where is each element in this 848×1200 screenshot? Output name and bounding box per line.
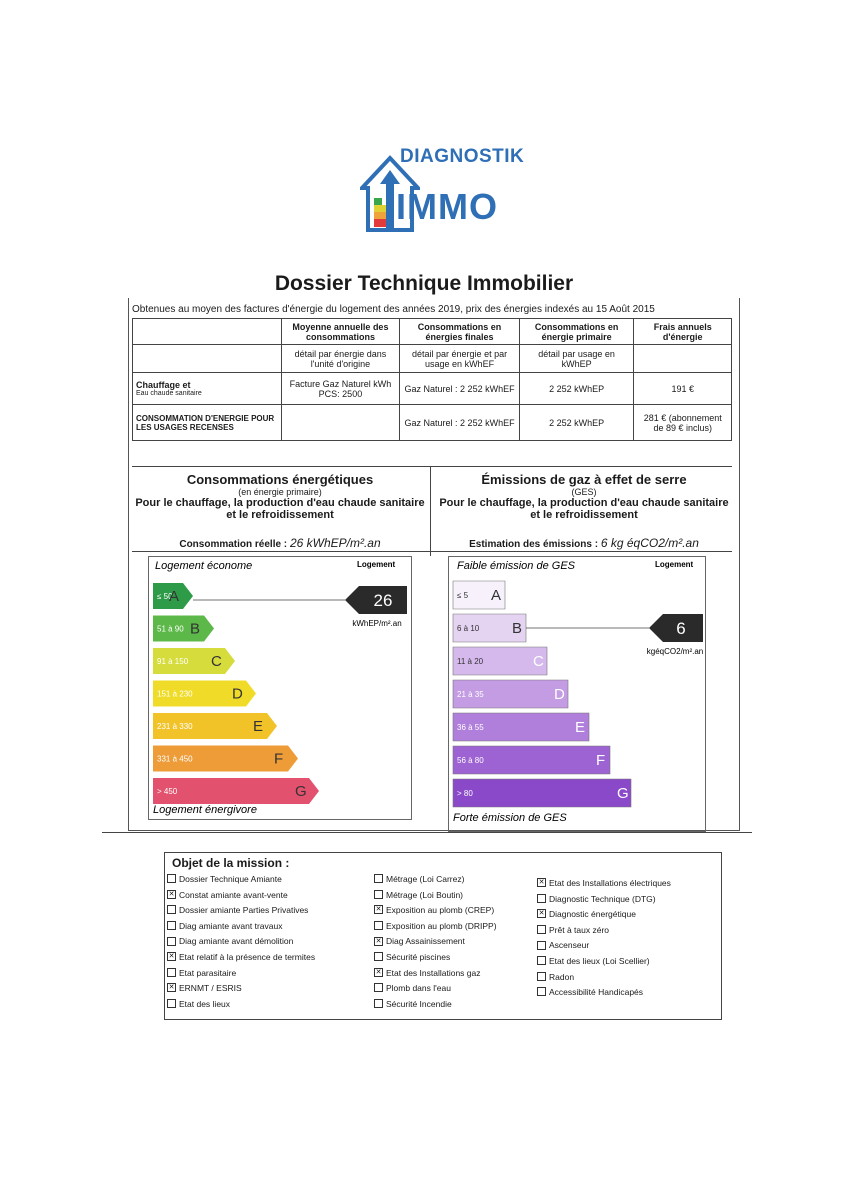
mission-checkbox[interactable] xyxy=(167,968,176,977)
mission-item xyxy=(374,872,497,888)
energy-measure-value: 26 kWhEP/m².an xyxy=(289,536,381,550)
band-range-label: 231 à 330 xyxy=(157,722,193,731)
mission-checkbox[interactable] xyxy=(167,999,176,1008)
band-letter: F xyxy=(274,750,284,768)
mission-item xyxy=(167,919,315,935)
ges-measure-label: Estimation des émissions : xyxy=(469,539,599,550)
ges-logement-label: Logement xyxy=(655,560,694,569)
mission-item xyxy=(167,888,315,904)
mission-checkbox[interactable] xyxy=(537,956,546,965)
mission-item-label: Dossier amiante Parties Privatives xyxy=(179,905,309,916)
row-label-sub: Eau chaude sanitaire xyxy=(136,390,202,397)
mission-checkbox[interactable] xyxy=(374,999,383,1008)
table-corner xyxy=(133,345,282,373)
energy-section-header xyxy=(134,472,426,521)
mission-item xyxy=(167,981,315,997)
mission-checkbox[interactable] xyxy=(537,972,546,981)
mission-item xyxy=(537,970,671,986)
mission-checkbox[interactable] xyxy=(537,909,546,918)
logo-text-bottom: IMMO xyxy=(396,186,498,227)
document-title: Dossier Technique Immobilier xyxy=(274,272,574,295)
band-range-label: 151 à 230 xyxy=(157,689,193,699)
mission-item xyxy=(374,903,497,919)
band-g xyxy=(453,779,631,807)
logo-text-top: DIAGNOSTIK xyxy=(400,146,525,167)
mission-item-label: Prêt à taux zéro xyxy=(549,924,610,935)
mission-item-label: Ascenseur xyxy=(549,940,590,951)
mission-item-label: Dossier Technique Amiante xyxy=(179,874,282,884)
band-letter: E xyxy=(575,719,586,736)
mission-checkbox[interactable] xyxy=(537,894,546,903)
energy-value: 26 xyxy=(373,591,393,610)
mission-item xyxy=(374,981,497,997)
energy-label-scale xyxy=(149,557,411,819)
mission-checkbox[interactable] xyxy=(374,905,383,914)
band-letter: G xyxy=(617,785,629,802)
mission-item xyxy=(374,888,497,904)
mission-item-label: Diag amiante avant démolition xyxy=(179,936,294,947)
mission-checkbox[interactable] xyxy=(167,890,176,899)
mission-checkbox[interactable] xyxy=(374,937,383,946)
mission-checkbox[interactable] xyxy=(374,874,383,883)
ges-value: 6 xyxy=(676,619,686,638)
mission-checkbox[interactable] xyxy=(167,874,176,883)
mission-item-label: Exposition au plomb (CREP) xyxy=(386,905,495,916)
mission-item-label: Diagnostic énergétique xyxy=(549,909,636,920)
mission-checkbox[interactable] xyxy=(167,937,176,946)
table-header: Frais annuels d'énergie xyxy=(634,319,732,345)
divider xyxy=(132,466,732,467)
mission-item xyxy=(374,997,497,1013)
mission-item xyxy=(374,934,497,950)
ges-section-header xyxy=(436,472,732,521)
band-range-label: 36 à 55 xyxy=(457,723,484,732)
divider xyxy=(430,466,431,556)
mission-item-label: Métrage (Loi Boutin) xyxy=(386,889,464,900)
ges-bottom-label: Forte émission de GES xyxy=(453,812,567,824)
mission-item-label: Etat des lieux (Loi Scellier) xyxy=(549,955,650,966)
mission-item xyxy=(537,876,671,892)
band-letter: C xyxy=(533,653,544,670)
mission-checkbox[interactable] xyxy=(374,952,383,961)
table-cell: Facture Gaz Naturel kWh PCS: 2500 xyxy=(281,373,400,405)
ges-description: Pour le chauffage, la production d'eau chaude sanitaire et le refroidissement xyxy=(439,497,729,521)
ges-label-scale xyxy=(449,557,705,831)
mission-checkbox[interactable] xyxy=(167,983,176,992)
mission-checkbox[interactable] xyxy=(374,968,383,977)
mission-item-label: Diagnostic Technique (DTG) xyxy=(549,893,656,904)
band-letter: D xyxy=(232,685,243,703)
mission-item-label: Accessibilité Handicapés xyxy=(549,987,644,998)
table-corner xyxy=(133,319,282,345)
table-subheader: détail par usage en kWhEP xyxy=(519,345,634,373)
band-range-label: 6 à 10 xyxy=(457,624,480,633)
band-letter: E xyxy=(253,718,264,735)
band-letter: A xyxy=(169,588,180,605)
table-cell xyxy=(281,405,400,441)
ges-title: Émissions de gaz à effet de serre xyxy=(481,472,687,487)
mission-column-3 xyxy=(537,876,671,1001)
mission-item xyxy=(537,985,671,1001)
ges-measure-value: 6 kg éqCO2/m².an xyxy=(600,536,699,550)
source-note: Obtenues au moyen des factures d'énergie du logement des années 2019, prix des énergies indexés au 15 Août 2015 xyxy=(132,304,655,315)
table-cell: Gaz Naturel : 2 252 kWhEF xyxy=(400,405,519,441)
table-header: Consommations en énergie primaire xyxy=(519,319,634,345)
table-cell: 191 € xyxy=(634,373,732,405)
mission-item xyxy=(167,950,315,966)
band-letter: F xyxy=(596,752,606,769)
mission-item xyxy=(167,903,315,919)
table-header: Consommations en énergies finales xyxy=(400,319,519,345)
energy-measure-label: Consommation réelle : xyxy=(179,539,288,550)
mission-item-label: Plomb dans l'eau xyxy=(386,983,451,994)
band-range-label: 21 à 35 xyxy=(457,690,484,699)
row-label xyxy=(133,373,282,405)
mission-checkbox[interactable] xyxy=(167,905,176,914)
row-label-text: Chauffage et xyxy=(136,380,191,390)
energy-bands xyxy=(153,583,319,804)
energy-value-arrow xyxy=(193,586,407,628)
energy-unit: kWhEP/m².an xyxy=(352,619,402,628)
table-row xyxy=(133,405,732,441)
mission-item-label: Etat des lieux xyxy=(179,998,231,1009)
mission-item-label: Radon xyxy=(549,971,575,982)
table-subheader: détail par énergie dans l'unité d'origine xyxy=(281,345,400,373)
mission-checkbox[interactable] xyxy=(537,925,546,934)
mission-column-2 xyxy=(374,872,497,1012)
mission-item-label: ERNMT / ESRIS xyxy=(179,983,242,994)
mission-item-label: Sécurité Incendie xyxy=(386,998,452,1009)
band-range-label: > 80 xyxy=(457,789,473,798)
mission-item xyxy=(167,966,315,982)
mission-title: Objet de la mission : xyxy=(172,856,290,870)
energy-label-frame xyxy=(148,556,412,820)
energy-subtitle: (en énergie primaire) xyxy=(238,487,322,497)
mission-checkbox[interactable] xyxy=(167,952,176,961)
band-range-label: ≤ 5 xyxy=(457,591,469,600)
table-subheader: détail par énergie et par usage en kWhEF xyxy=(400,345,519,373)
ges-value-arrow xyxy=(526,614,703,656)
energy-bottom-label: Logement énergivore xyxy=(153,804,257,816)
mission-checkbox[interactable] xyxy=(374,890,383,899)
mission-item-label: Etat relatif à la présence de termites xyxy=(179,951,316,962)
section-divider xyxy=(102,832,752,833)
mission-item-label: Sécurité piscines xyxy=(386,951,451,962)
consumption-table xyxy=(132,318,732,441)
energy-title: Consommations énergétiques xyxy=(186,472,374,487)
table-header: Moyenne annuelle des consommations xyxy=(281,319,400,345)
table-subheader xyxy=(634,345,732,373)
mission-item xyxy=(537,892,671,908)
table-cell: 281 € (abonnement de 89 € inclus) xyxy=(634,405,732,441)
mission-item xyxy=(167,997,315,1013)
company-logo xyxy=(360,140,525,240)
band-letter: C xyxy=(211,653,222,670)
energy-description: Pour le chauffage, la production d'eau chaude sanitaire et le refroidissement xyxy=(135,497,425,521)
mission-item-label: Diag amiante avant travaux xyxy=(179,920,283,931)
energy-logement-label: Logement xyxy=(357,560,396,569)
mission-item xyxy=(537,907,671,923)
mission-item xyxy=(374,950,497,966)
ges-label-frame xyxy=(448,556,706,832)
ges-subtitle: (GES) xyxy=(571,487,597,497)
table-row xyxy=(133,373,732,405)
band-letter: D xyxy=(554,686,565,703)
mission-checkbox[interactable] xyxy=(537,987,546,996)
table-cell: 2 252 kWhEP xyxy=(519,405,634,441)
band-letter: G xyxy=(295,783,307,800)
mission-checkbox[interactable] xyxy=(374,921,383,930)
mission-item-label: Constat amiante avant-vente xyxy=(179,889,288,900)
table-header-row xyxy=(133,319,732,345)
band-range-label: 51 à 90 xyxy=(157,624,184,634)
mission-item-label: Diag Assainissement xyxy=(386,936,465,947)
table-cell: Gaz Naturel : 2 252 kWhEF xyxy=(400,373,519,405)
mission-item xyxy=(537,954,671,970)
table-subheader-row xyxy=(133,345,732,373)
mission-item xyxy=(167,872,315,888)
mission-item-label: Métrage (Loi Carrez) xyxy=(386,874,465,884)
mission-item-label: Etat des Installations électriques xyxy=(549,878,671,888)
mission-checkbox[interactable] xyxy=(374,983,383,992)
ges-top-label: Faible émission de GES xyxy=(457,560,575,572)
energy-top-label: Logement économe xyxy=(155,560,253,572)
energy-measure xyxy=(134,536,426,550)
ges-bands xyxy=(453,581,631,807)
mission-item xyxy=(537,938,671,954)
mission-item xyxy=(537,923,671,939)
table-cell: 2 252 kWhEP xyxy=(519,373,634,405)
row-label: CONSOMMATION D'ENERGIE POUR LES USAGES RECENSES xyxy=(133,405,282,441)
ges-unit: kgéqCO2/m².an xyxy=(646,647,704,656)
mission-item-label: Etat des Installations gaz xyxy=(386,967,481,978)
ges-measure xyxy=(436,536,732,550)
mission-item-label: Etat parasitaire xyxy=(179,967,237,978)
mission-item xyxy=(374,966,497,982)
mission-column-1 xyxy=(167,872,315,1012)
mission-checkbox[interactable] xyxy=(167,921,176,930)
mission-checkbox[interactable] xyxy=(537,878,546,887)
mission-item xyxy=(167,934,315,950)
divider xyxy=(132,551,732,552)
band-range-label: ≤ 50 xyxy=(157,592,173,601)
band-range-label: > 450 xyxy=(157,787,178,796)
band-range-label: 11 à 20 xyxy=(457,657,484,666)
band-letter: A xyxy=(491,587,502,604)
band-range-label: 91 à 150 xyxy=(157,657,189,666)
band-range-label: 56 à 80 xyxy=(457,756,484,765)
mission-item-label: Exposition au plomb (DRIPP) xyxy=(386,920,497,931)
mission-checkbox[interactable] xyxy=(537,941,546,950)
mission-item xyxy=(374,919,497,935)
band-letter: B xyxy=(512,620,523,637)
band-range-label: 331 à 450 xyxy=(157,754,193,764)
band-letter: B xyxy=(190,620,201,638)
